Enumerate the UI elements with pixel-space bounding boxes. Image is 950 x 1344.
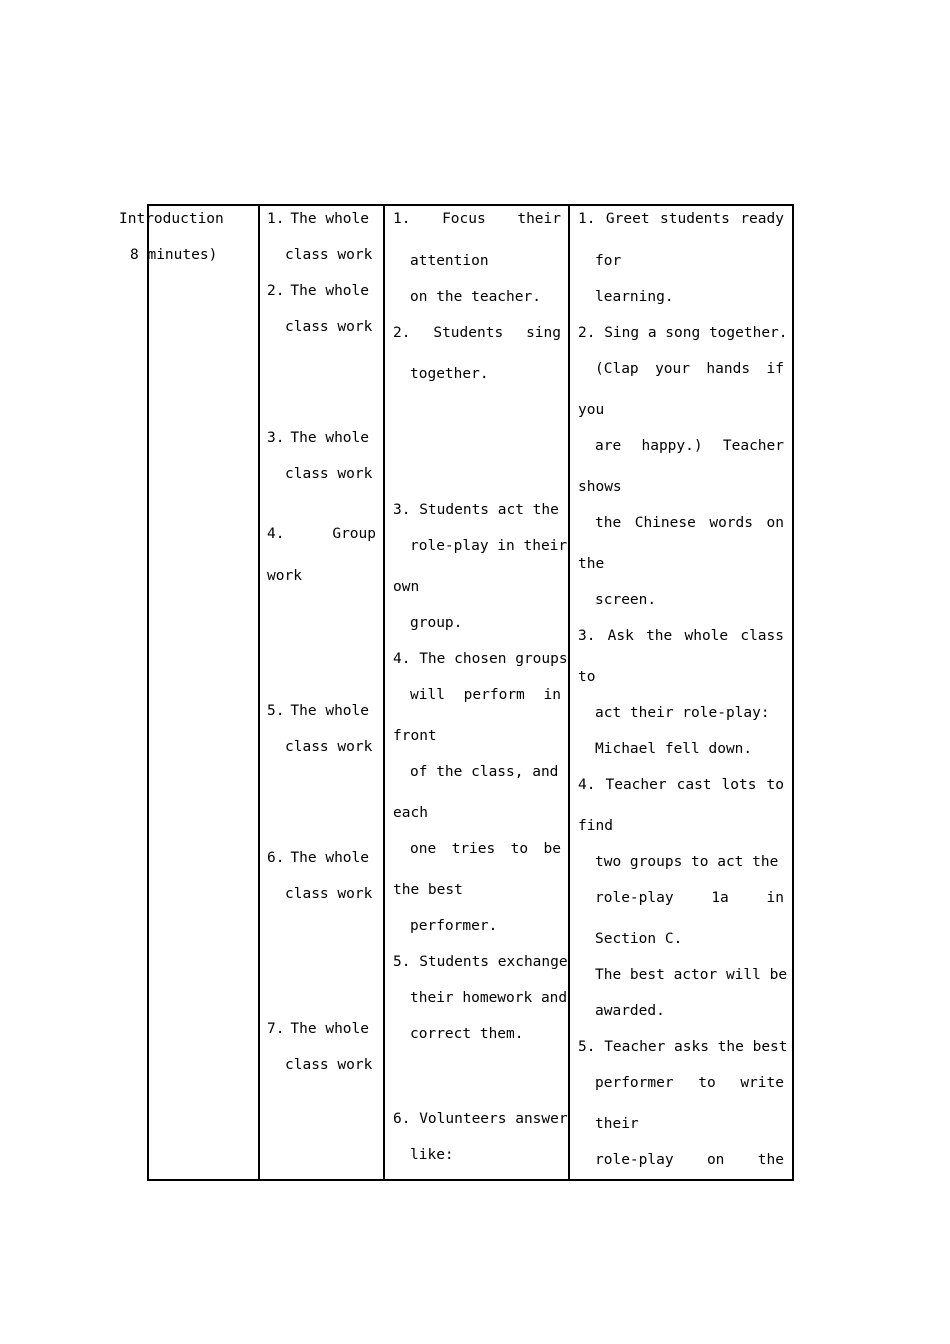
students-line: 4. The chosen groups	[393, 651, 568, 667]
organization-item: 1. The whole	[267, 211, 369, 227]
students-line: together.	[410, 366, 489, 382]
organization-item-line: class work	[285, 886, 373, 902]
teacher-line: shows	[578, 479, 622, 495]
organization-item: 7. The whole	[267, 1021, 369, 1037]
teacher-line: two groups to act the	[595, 854, 779, 870]
teacher-line: (Clap your hands if	[595, 361, 784, 377]
teacher-line: 2. Sing a song together.	[578, 325, 788, 341]
organization-item: 4. Group	[267, 526, 376, 542]
students-line: 1. Focus their	[393, 211, 561, 227]
teacher-line: learning.	[595, 289, 674, 305]
table-border-bottom	[147, 1179, 794, 1181]
students-line: group.	[410, 615, 463, 631]
organization-item-line: class work	[285, 466, 373, 482]
students-line: each	[393, 805, 428, 821]
students-line: front	[393, 728, 437, 744]
teacher-line: the Chinese words on	[595, 515, 784, 531]
teacher-line: you	[578, 402, 605, 418]
organization-item-line: class work	[285, 319, 373, 335]
students-line: 2. Students sing	[393, 325, 561, 341]
teacher-line: screen.	[595, 592, 657, 608]
teacher-line: 1. Greet students ready	[578, 211, 784, 227]
organization-item: 2. The whole	[267, 283, 369, 299]
students-line: on the teacher.	[410, 289, 541, 305]
students-line: 6. Volunteers answer	[393, 1111, 568, 1127]
students-line: the best	[393, 882, 463, 898]
teacher-line: 5. Teacher asks the best	[578, 1039, 788, 1055]
table-border-top	[147, 204, 794, 206]
teacher-line: their	[595, 1116, 639, 1132]
teacher-line: Section C.	[595, 931, 683, 947]
table-border-left	[147, 204, 149, 1181]
teacher-line: role-play 1a in	[595, 890, 784, 906]
teacher-line: role-play on the	[595, 1152, 784, 1168]
column-divider-3	[568, 204, 570, 1181]
students-line: performer.	[410, 918, 498, 934]
teacher-line: performer to write	[595, 1075, 784, 1091]
students-line: role-play in their	[410, 538, 568, 554]
students-line: 5. Students exchange	[393, 954, 568, 970]
teacher-line: Michael fell down.	[595, 741, 753, 757]
stage-duration: 8 minutes)	[130, 247, 218, 263]
stage-title: Introduction	[119, 211, 224, 227]
students-line: like:	[410, 1147, 454, 1163]
students-line: correct them.	[410, 1026, 524, 1042]
students-line: will perform in	[410, 687, 561, 703]
teacher-line: 3. Ask the whole class	[578, 628, 784, 644]
teacher-line: the	[578, 556, 605, 572]
teacher-line: for	[595, 253, 622, 269]
students-line: one tries to be	[410, 841, 561, 857]
organization-item-line: class work	[285, 1057, 373, 1073]
column-divider-2	[383, 204, 385, 1181]
students-line: their homework and	[410, 990, 568, 1006]
organization-item: 6. The whole	[267, 850, 369, 866]
students-line: own	[393, 579, 420, 595]
teacher-line: are happy.) Teacher	[595, 438, 784, 454]
organization-item: 5. The whole	[267, 703, 369, 719]
teacher-line: awarded.	[595, 1003, 665, 1019]
students-line: 3. Students act the	[393, 502, 559, 518]
organization-item-line: class work	[285, 739, 373, 755]
teacher-line: find	[578, 818, 613, 834]
organization-item-line: work	[267, 568, 302, 584]
organization-item: 3. The whole	[267, 430, 369, 446]
teacher-line: The best actor will be	[595, 967, 788, 983]
teacher-line: 4. Teacher cast lots to	[578, 777, 784, 793]
students-line: of the class, and	[410, 764, 559, 780]
teacher-line: act their role-play:	[595, 705, 770, 721]
table-border-right	[792, 204, 794, 1181]
teacher-line: to	[578, 669, 596, 685]
organization-item-line: class work	[285, 247, 373, 263]
column-divider-1	[258, 204, 260, 1181]
students-line: attention	[410, 253, 489, 269]
